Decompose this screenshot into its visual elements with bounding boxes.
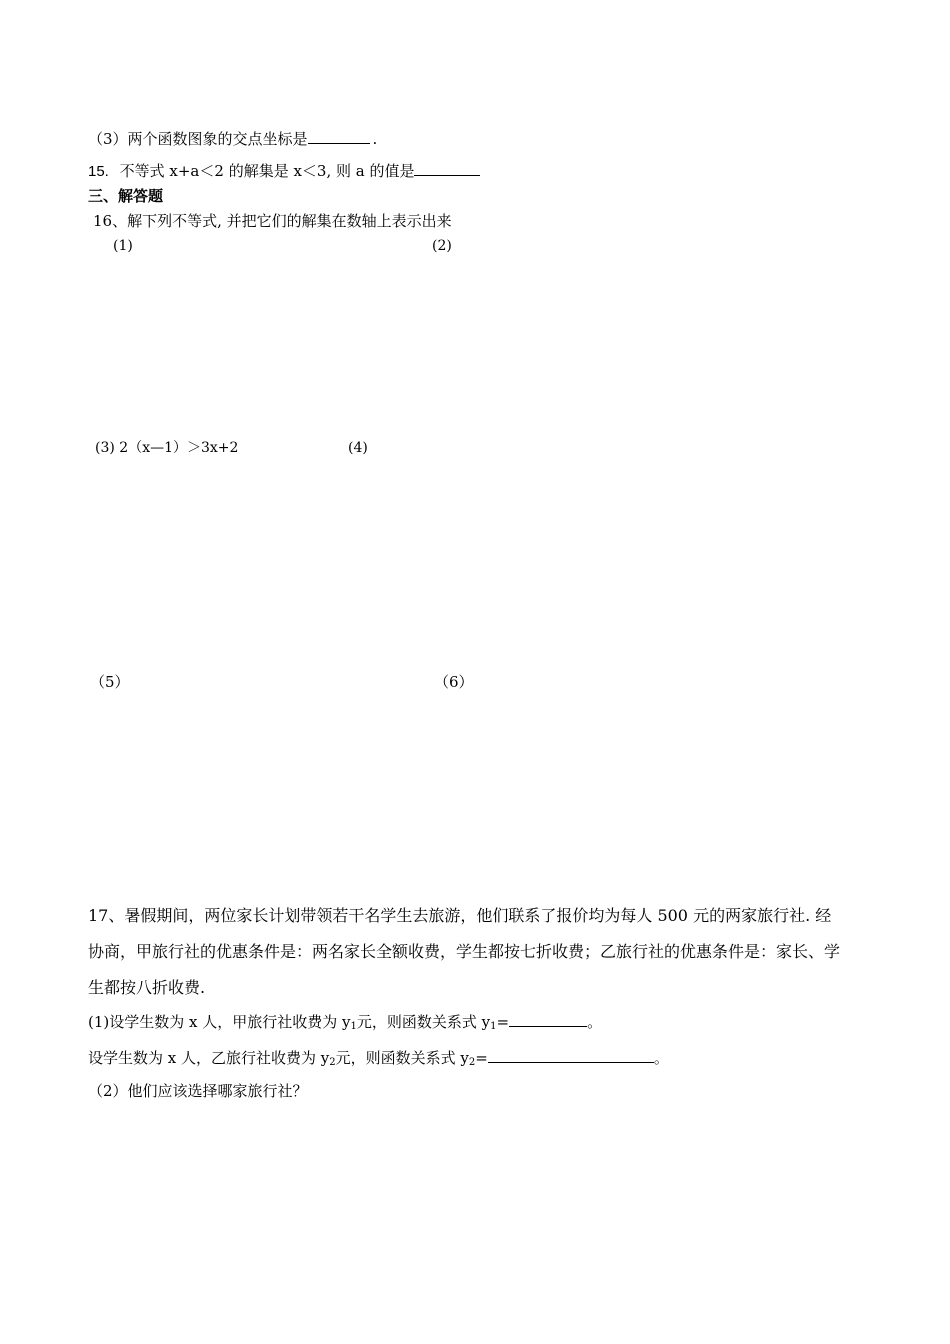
q17-part1-a: (1)设学生数为 x 人，甲旅行社收费为 $y_1$元，则函数关系式 $y_1=$ 。 bbox=[88, 1013, 603, 1032]
answer-blank[interactable] bbox=[509, 1012, 587, 1027]
q16-stem: 16、解下列不等式, 并把它们的解集在数轴上表示出来 bbox=[93, 212, 452, 230]
answer-blank[interactable] bbox=[414, 161, 480, 176]
q16-part6: （6） bbox=[434, 673, 474, 691]
q14-part3-end: . bbox=[372, 130, 378, 148]
answer-blank[interactable] bbox=[308, 129, 370, 144]
q15-number: 15. bbox=[88, 163, 109, 180]
q16-part4: (4) bbox=[348, 440, 368, 456]
q17-line1: 17、暑假期间，两位家长计划带领若干名学生去旅游，他们联系了报价均为每人 500 元的两家旅行社. 经 bbox=[88, 906, 832, 925]
q17-part1-b: 设学生数为 x 人，乙旅行社收费为 $y_2$元，则函数关系式 $y_2=$ 。 bbox=[88, 1049, 669, 1068]
q16-part3: (3) 2（x—1）＞3x+2 bbox=[95, 440, 239, 456]
q15 bbox=[88, 161, 480, 182]
section-3-title: 三、解答题 bbox=[88, 187, 164, 205]
q16-part2: (2) bbox=[432, 238, 452, 254]
q15-text: 不等式 x+a＜2 的解集是 x＜3, 则 a 的值是 bbox=[119, 162, 415, 180]
q17-line3: 生都按八折收费. bbox=[88, 978, 206, 997]
q14-part3-text: （3）两个函数图象的交点坐标是 bbox=[88, 130, 308, 148]
q16-part1: (1) bbox=[113, 238, 133, 254]
answer-blank[interactable] bbox=[488, 1048, 654, 1063]
q17-part2: （2）他们应该选择哪家旅行社？ bbox=[88, 1082, 308, 1100]
q17-line2: 协商，甲旅行社的优惠条件是：两名家长全额收费，学生都按七折收费；乙旅行社的优惠条件是：家长、学 bbox=[88, 942, 841, 961]
q14-part3 bbox=[88, 129, 377, 149]
q16-part5: （5） bbox=[90, 673, 130, 691]
